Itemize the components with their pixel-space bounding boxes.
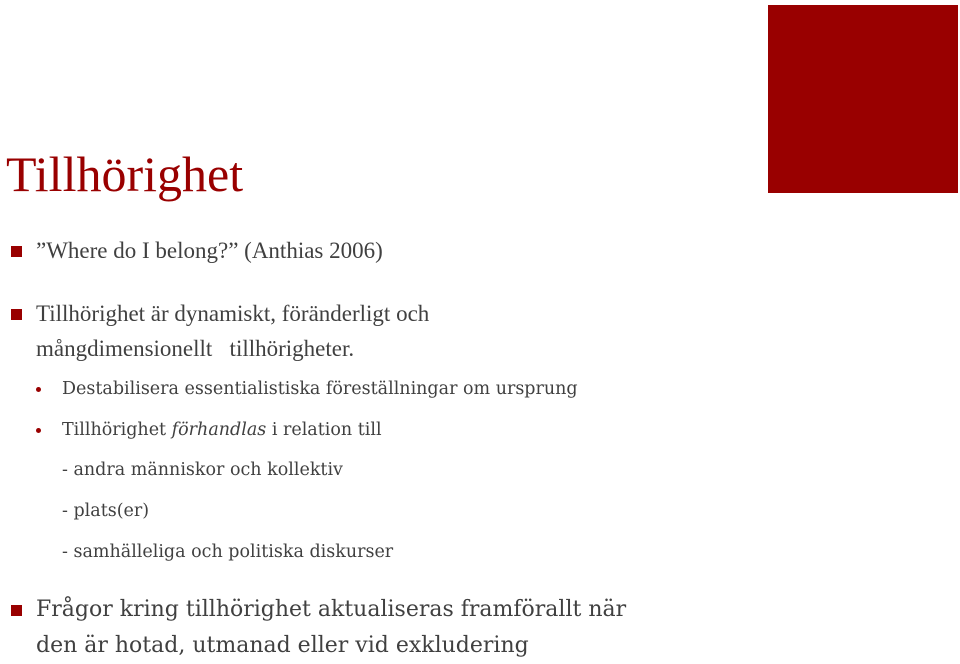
square-bullet-icon [11, 605, 22, 616]
dash-line-diskurser: - samhälleliga och politiska diskurser [62, 542, 394, 562]
sub-bullet-text-after: i relation till [266, 420, 382, 440]
bullet-text-line-1: Tillhörighet är dynamiskt, föränderligt och [36, 301, 430, 326]
dash-line-andra: - andra människor och kollektiv [62, 460, 343, 480]
sub-bullet-text-italic: förhandlas [171, 420, 267, 440]
bullet-fragor [36, 592, 626, 664]
accent-block [768, 5, 958, 193]
bullet-text-line-2: mångdimensionellt tillhörigheter. [36, 336, 355, 361]
dash-line-platser: - plats(er) [62, 501, 150, 521]
sub-bullet-destabilisera [62, 377, 578, 401]
dot-bullet-icon [36, 387, 41, 392]
bullet-text-line-1: Frågor kring tillhörighet aktualiseras framförallt när [36, 597, 627, 622]
square-bullet-icon [11, 246, 22, 257]
bullet-where-do-i-belong [36, 233, 383, 268]
square-bullet-icon [11, 309, 22, 320]
bullet-text: ”Where do I belong?” (Anthias 2006) [36, 238, 383, 263]
sub-bullet-text: Destabilisera essentialistiska föreställningar om ursprung [62, 379, 578, 399]
bullet-text-line-2: den är hotad, utmanad eller vid exkludering [36, 633, 529, 658]
bullet-dynamic [36, 296, 429, 366]
sub-bullet-text-before: Tillhörighet [62, 420, 172, 440]
slide-title: Tillhörighet [6, 146, 244, 202]
dot-bullet-icon [36, 428, 41, 433]
sub-bullet-forhandlas [62, 418, 382, 442]
